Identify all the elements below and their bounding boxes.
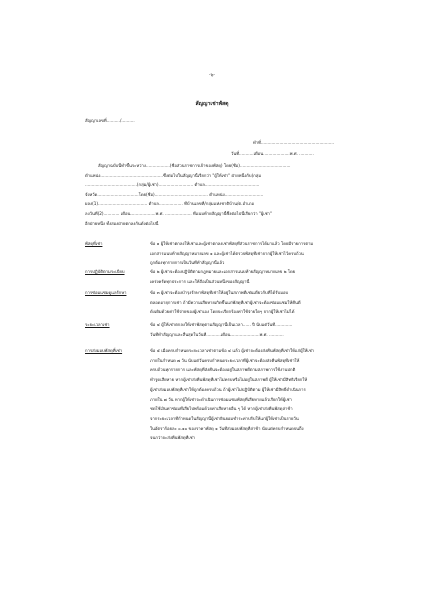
section-line: ข้อ ๓ ผู้เช่าจะต้องบำรุงรักษาพัสดุที่เช่าให้อยู่ในสภาพดีเช่นเดียวกับที่ได้รับมอบ <box>150 290 289 295</box>
section-line: ชดใช้เงินค่าซ่อมที่เสียไปพร้อมด้วยค่าเสียหายอื่น ๆ ได้ หากผู้เช่าส่งคืนพัสดุล่าช้า <box>150 406 293 412</box>
section-label: การซ่อมแซมดูแลรักษา <box>85 290 127 295</box>
section-line: เอกสารแนบท้ายสัญญาหมายเลข ๑ และผู้เช่าได้ตรวจพัสดุที่เช่าจากผู้ให้เช่าไว้ครบถ้วน <box>150 250 304 256</box>
section-line: ถูกต้องทุกรายการเป็นวันที่ทำสัญญานี้แล้ว <box>150 260 225 266</box>
section-line: ข้อ ๔ ผู้ให้เช่าตกลงให้เช่าพัสดุตามสัญญานี้เป็นเวลา...... ปี นับแต่วันที่............. <box>150 322 293 327</box>
section-line: ข้อ ๕ เมื่อครบกำหนดระยะเวลาเช่าตามข้อ ๔ แล้ว ผู้เช่าจะต้องส่งคืนพัสดุที่เช่าให้แก่ผู้ให้เช่า <box>150 348 315 353</box>
section-line: ข้อ ๑ ผู้ให้เช่าตกลงให้เช่าและผู้เช่าตกลงเช่าพัสดุที่ส่วนราชการได้มาแล้ว โดยมีรายการตาม <box>150 241 314 246</box>
section-label: การส่งมอบพัสดุที่เช่า <box>85 348 123 353</box>
intro-line: ลงวันที่(2)............ เดือน...................พ.ศ. .................... ที่แนบท้ายสัญญานี้ซึ่งต่อไปนี้เรียกว่า "ผู้เช่า" <box>85 211 272 216</box>
section-line: เคร่งครัดทุกประการ และให้ถือเป็นส่วนหนึ่งของสัญญานี้ <box>150 278 250 284</box>
section-line: จนกว่าจะส่งคืนพัสดุที่เช่า <box>150 435 195 441</box>
section-line: ดังเดิมด้วยค่าใช้จ่ายของผู้เช่าเอง โดยจะเรียกร้องค่าใช้จ่ายใดๆ จากผู้ให้เช่าไม่ได้ <box>150 309 295 315</box>
section-line: ในอัตราร้อยละ ๐.๑๐ ของราคาพัสดุ ๑ วันที่ส่งมอบพัสดุที่ล่าช้า นับแต่ครบกำหนดจนถึง <box>150 425 304 431</box>
contract-number: สัญญาเลขที่........../.......... <box>85 118 135 123</box>
intro-line: .......................................(กลุ่ม/ผู้เช่า).......................... ตำบล......................................... <box>85 182 260 188</box>
section-label: การปฏิบัติตามระเบียบ <box>85 269 125 274</box>
section-line: ข้อ ๒ ผู้เช่าจะต้องปฏิบัติตามกฎหมายและเอกสารแนบท้ายสัญญาหมายเลข ๒ โดย <box>150 269 296 274</box>
section-line: ตลอดอายุการเช่า ถ้ามีความเสียหายเกิดขึ้นแก่พัสดุที่เช่าผู้เช่าจะต้องซ่อมแซมให้คืนดี <box>150 299 301 305</box>
section-line: ครบถ้วนทุกรายการ และพัสดุที่ส่งคืนจะต้องอยู่ในสภาพดีตามสภาพการใช้งานปกติ <box>150 367 296 373</box>
intro-line: สัญญาฉบับนี้ทำขึ้นระหว่าง..................(ชื่อส่วนราชการเจ้าของพัสดุ) โดย(ชื่อ)...................................... <box>98 163 291 168</box>
page-number: -๖- <box>209 73 215 78</box>
intro-line: ผลง(1)..................................... ตำบล.................. ที่บ้านเลขที่/กลุ่มแห่งชาติบ้าน/ต.อำเภอ <box>85 201 255 207</box>
document-title: สัญญาเช่าพัสดุ <box>195 101 229 107</box>
section-line: ผู้เช่าส่งมอบพัสดุที่เช่าให้ถูกต้องครบถ้วน ถ้าผู้เช่าไม่ปฏิบัติตาม ผู้ให้เช่ามีสิทธิ์ดำเนินการ <box>150 386 306 392</box>
section-label: พัสดุที่เช่า <box>85 241 103 246</box>
section-line: ภายในกำหนด ๗ วัน นับแต่วันครบกำหนดระยะเวลาที่ผู้เช่าจะต้องส่งคืนพัสดุที่เช่าให้ <box>150 357 300 363</box>
date-line: วันที่...........เดือน....................พ.ศ. ........... <box>231 151 314 156</box>
section-line: ทำรูดเสียหาย หากผู้เช่าส่งคืนพัสดุที่เช่าไม่ครบหรือไม่อยู่ในสภาพดี ผู้ให้เช่ามีสิทธิเรียกให้ <box>150 377 308 383</box>
section-line: ภายใน ๗ วัน หากผู้ให้เช่าจะดำเนินการซ่อมแซมพัสดุที่เสียหายแล้วเรียกให้ผู้เช่า <box>150 396 292 402</box>
section-line: จากระยะเวลาที่กำหนดในสัญญานี้ผู้เช่ายินยอมชำระค่าปรับให้แก่ผู้ให้เช่าเป็นรายวัน <box>150 415 299 421</box>
intro-line: อีกฝ่ายหนึ่ง ทั้งสองฝ่ายตกลงกันดังต่อไปนี้ <box>85 220 159 226</box>
intro-line: จังหวัด...............................โดย(ชื่อ)........................................ ตำแหน่ง............................. <box>85 191 264 197</box>
intro-line: ตำแหน่ง...............................................ซึ่งต่อไปในสัญญานี้เรียกว่า "ผู้ให้เช่า" ฝ่ายหนึ่งกับ(กลุ่ม <box>85 172 262 178</box>
section-label: ระยะเวลาเช่า <box>85 322 110 327</box>
section-line: วันที่ทำสัญญาและสิ้นสุดในวันที่...........เดือน......................พ.ศ. ........... <box>150 331 284 337</box>
made-at-line: ทำที่....................................................... <box>253 140 335 145</box>
